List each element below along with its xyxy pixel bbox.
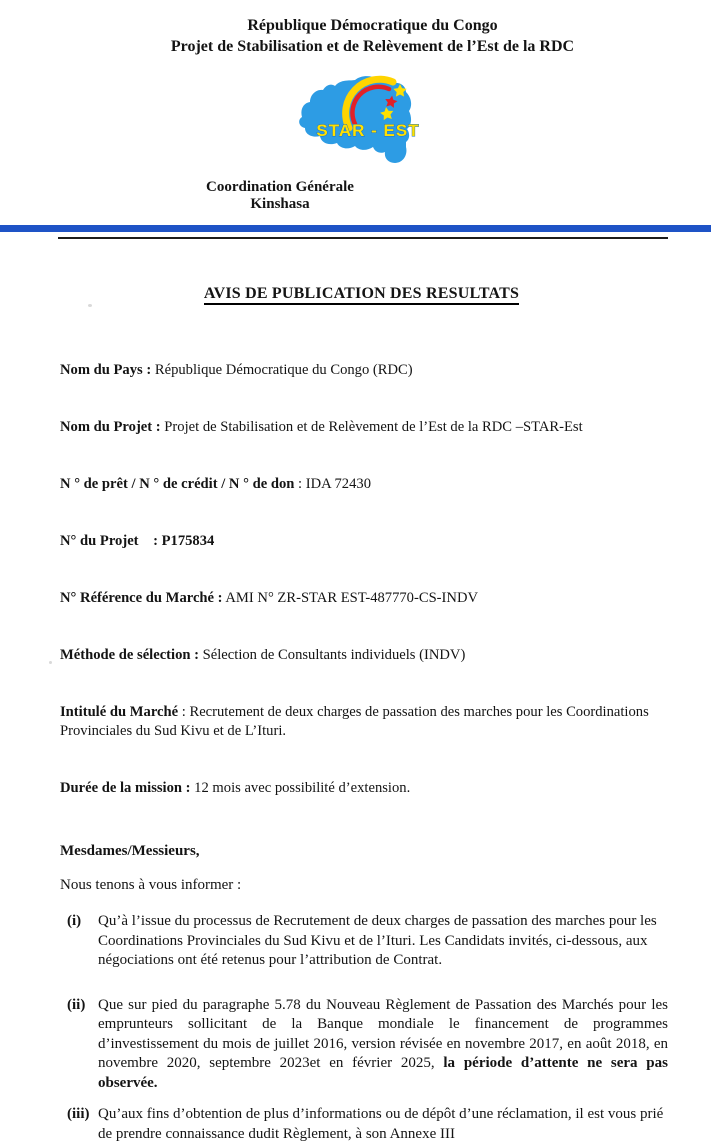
project-name: Projet de Stabilisation et de Relèvement de l’Est de la RDC bbox=[170, 38, 575, 55]
black-divider bbox=[58, 237, 668, 239]
document-title-row bbox=[0, 284, 711, 304]
field-market-title: Intitulé du Marché : Recrutement de deux charges de passation des marches pour les Coordinations Provinciales du Sud Kivu et de L’Ituri. bbox=[60, 704, 653, 739]
document-header bbox=[0, 15, 711, 57]
list-text-i: Qu’à l’issue du processus de Recrutement de deux charges de passation des marches pour les Coordinations Provinciales du Sud Kivu et de l’Ituri. Les Candidats invités, ci-dessous, aux négociations ont été retenus pour l’attribution de Contrat. bbox=[98, 913, 657, 968]
blue-divider bbox=[0, 225, 711, 232]
document-title: AVIS DE PUBLICATION DES RESULTATS bbox=[204, 285, 519, 305]
intro-line: Nous tenons à vous informer : bbox=[60, 877, 242, 893]
list-item-ii bbox=[60, 996, 668, 1094]
org-block bbox=[0, 179, 560, 213]
field-project: Nom du Projet : Projet de Stabilisation et de Relèvement de l’Est de la RDC –STAR-Est bbox=[60, 419, 583, 435]
field-credit-number: N ° de prêt / N ° de crédit / N ° de don : IDA 72430 bbox=[60, 476, 371, 492]
list-text-ii: Que sur pied du paragraphe 5.78 du Nouveau Règlement de Passation des Marchés pour les emprunteurs sollicitant de la Banque mondiale le financement de programmes d’investissement du mois de juillet 2016, version révisée en novembre 2017, en août 2018, en novembre 2020, septembre 2023et en février 2025, la période d’attente ne sera pas observée. bbox=[98, 996, 668, 1091]
drc-map-icon bbox=[295, 74, 435, 170]
field-market-reference: N° Référence du Marché : AMI N° ZR-STAR EST-487770-CS-INDV bbox=[60, 590, 479, 606]
field-mission-duration: Durée de la mission : 12 mois avec possibilité d’extension. bbox=[60, 780, 411, 796]
scan-artifact bbox=[49, 661, 52, 664]
list-marker-ii: (ii) bbox=[67, 996, 86, 1013]
field-country: Nom du Pays : République Démocratique du Congo (RDC) bbox=[60, 362, 413, 378]
star-est-logo bbox=[295, 74, 435, 170]
org-coordination: Coordination Générale bbox=[206, 179, 354, 195]
scan-artifact bbox=[88, 304, 92, 307]
list-text-iii: Qu’aux fins d’obtention de plus d’informations ou de dépôt d’une réclamation, il est vous prié de prendre connaissance dudit Règlement, à son Annexe III bbox=[98, 1106, 664, 1142]
summary-fields bbox=[60, 323, 669, 836]
list-marker-i: (i) bbox=[67, 913, 82, 929]
country-name: République Démocratique du Congo bbox=[247, 17, 498, 34]
logo-wordmark: STAR - EST bbox=[316, 121, 420, 140]
list-item-iii bbox=[60, 1105, 668, 1144]
field-selection-method: Méthode de sélection : Sélection de Consultants individuels (INDV) bbox=[60, 647, 466, 663]
org-city: Kinshasa bbox=[250, 196, 310, 212]
list-marker-iii: (iii) bbox=[67, 1106, 90, 1122]
field-project-number: N° du Projet : P175834 bbox=[60, 533, 215, 549]
salutation: Mesdames/Messieurs, bbox=[60, 843, 200, 859]
waiting-period-bold: la période d’attente ne sera pas observée. bbox=[98, 1055, 668, 1091]
list-item-i bbox=[60, 912, 668, 971]
document-page bbox=[0, 15, 711, 1142]
